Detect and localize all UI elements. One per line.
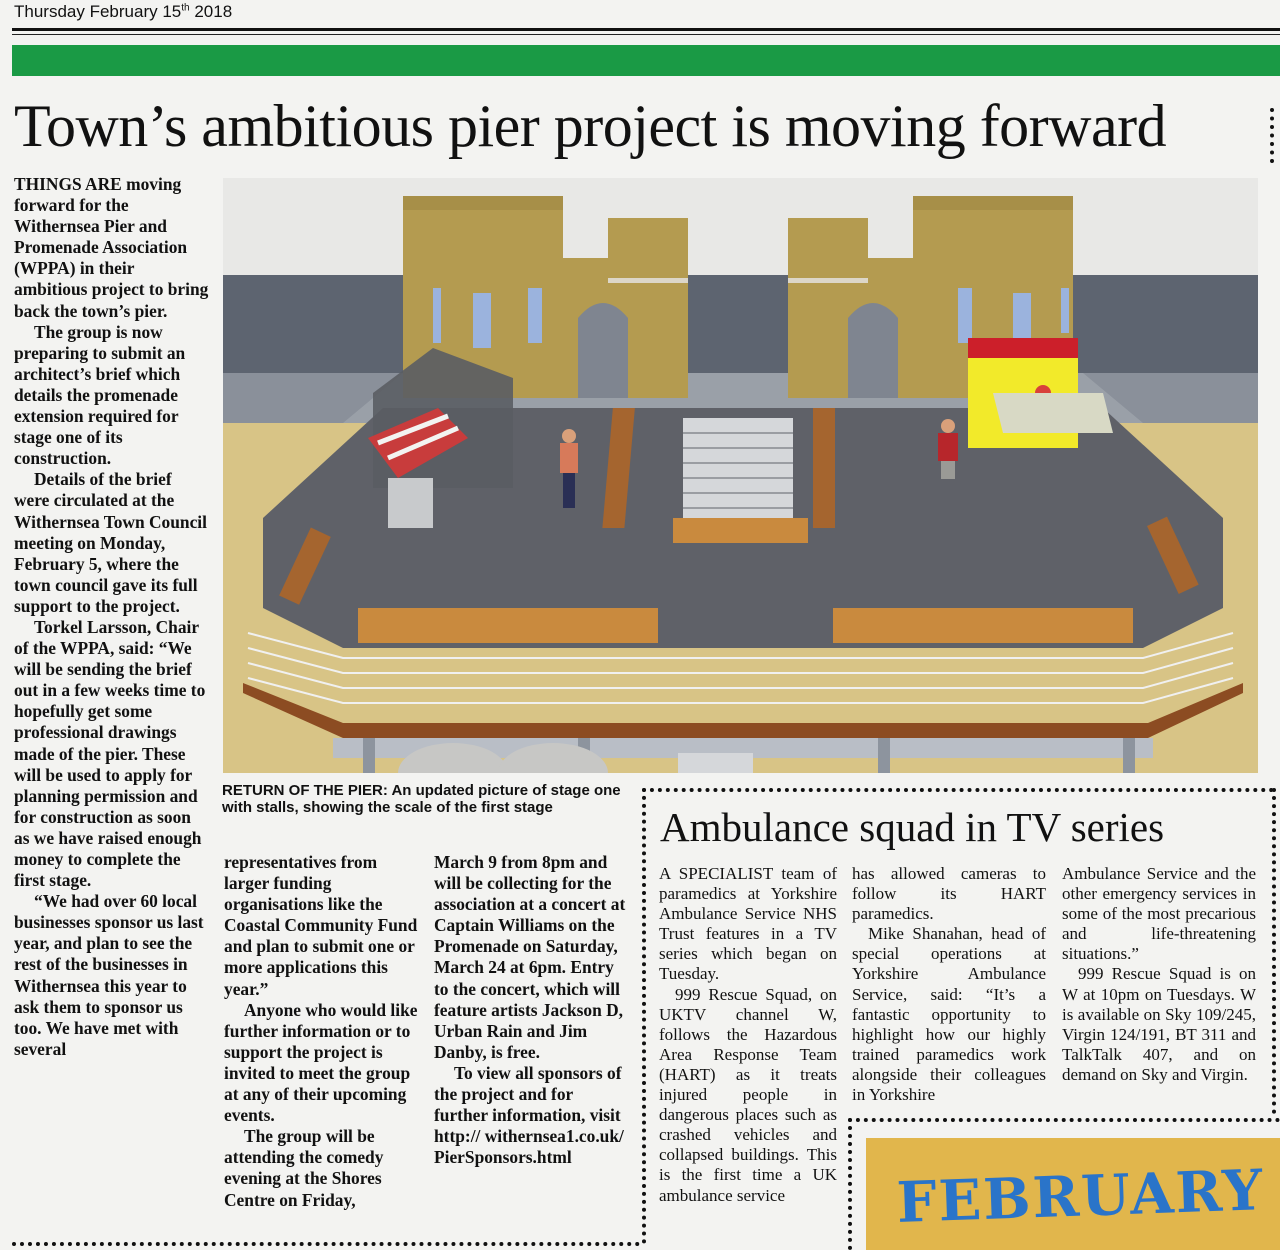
paragraph: March 9 from 8pm and will be collecting for the association at a concert at Captain Williams on the Promenade on Saturday, March 24 at 6pm. Entry to the concert, which will feature artists Jackson D, Urban Rain and Jim Danby, is free. xyxy=(434,852,626,1062)
right-dotted-border-top xyxy=(1270,108,1274,163)
ambulance-box-right-border xyxy=(1272,788,1276,1114)
main-headline: Town’s ambitious pier project is moving forward xyxy=(14,93,1167,159)
pier-rendering-image xyxy=(223,178,1258,773)
paragraph: A SPECIALIST team of paramedics at Yorkshire Ambulance Service NHS Trust features in a TV series which began on Tuesday. xyxy=(659,864,837,984)
promo-title: FEBRUARY xyxy=(895,1157,1266,1236)
secondary-article-column-2 xyxy=(852,864,1046,1105)
paragraph: “We had over 60 local businesses sponsor us last year, and plan to see the rest of the businesses in Withernsea this year to ask them to sponsor us too. We have met with several xyxy=(14,891,204,1059)
secondary-article-column-1 xyxy=(659,864,837,1206)
promo-box-left-border xyxy=(848,1118,852,1250)
secondary-article-column-3 xyxy=(1062,864,1256,1085)
paragraph: Details of the brief were circulated at the Withernsea Town Council meeting on Monday, February 5, where the town council gave its full support to the project. xyxy=(14,469,207,616)
paragraph: representatives from larger funding organisations like the Coastal Community Fund and plan to submit one or more applications this year.” xyxy=(224,852,418,999)
paragraph: Torkel Larsson, Chair of the WPPA, said: “We will be sending the brief out in a few weeks time to hopefully get some professional drawings made of the pier. These will be used to apply for planning permission and for construction as soon as we have raised enough money to complete the first stage. xyxy=(14,616,206,891)
paragraph: 999 Rescue Squad is on W at 10pm on Tuesdays. W is available on Sky 109/245, Virgin 124/191, BT 311 and TalkTalk 407, and on demand on Sky and Virgin. xyxy=(1062,964,1256,1084)
paragraph: Ambulance Service and the other emergency services in some of the most precarious and life-threatening situations.” xyxy=(1062,864,1256,964)
masthead-rule xyxy=(12,28,1280,31)
main-article-bottom-border xyxy=(12,1242,640,1246)
ambulance-box-top-border xyxy=(642,788,1274,792)
paragraph: Mike Shanahan, head of special operations at Yorkshire Ambulance Service, said: “It’s a fantastic opportunity to highlight how our highly trained paramedics work alongside their colleagues in Yorkshire xyxy=(852,924,1046,1105)
paragraph: The group is now preparing to submit an architect’s brief which details the promenade extension required for stage one of its construction. xyxy=(14,321,186,469)
photo-caption: RETURN OF THE PIER: An updated picture of stage one with stalls, showing the scale of the first stage xyxy=(222,782,621,816)
paragraph: Anyone who would like further information or to support the project is invited to meet the group at any of their upcoming events. xyxy=(224,999,418,1126)
paragraph: The group will be attending the comedy evening at the Shores Centre on Friday, xyxy=(224,1126,384,1210)
paragraph: THINGS ARE moving forward for the Withernsea Pier and Promenade Association (WPPA) in their ambitious project to bring back the town’s pier. xyxy=(14,174,209,321)
masthead-rule-thin xyxy=(12,34,1280,35)
main-article-column-2 xyxy=(224,852,420,1211)
paragraph: To view all sponsors of the project and for further information, visit http:// withernsea1.co.uk/ PierSponsors.html xyxy=(434,1062,624,1168)
promo-box-top-border xyxy=(848,1118,1280,1122)
secondary-headline: Ambulance squad in TV series xyxy=(660,804,1165,850)
paragraph: has allowed cameras to follow its HART paramedics. xyxy=(852,864,1046,924)
main-article-column-1 xyxy=(14,174,210,1060)
main-article-column-3 xyxy=(434,852,630,1168)
ambulance-box-left-border xyxy=(642,788,646,1244)
paragraph: 999 Rescue Squad, on UKTV channel W, follows the Hazardous Area Response Team (HART) as it treats injured people in dangerous places such as crashed vehicles and collapsed buildings. This is the first time a UK ambulance service xyxy=(659,984,837,1205)
february-promo-box xyxy=(866,1138,1280,1250)
issue-date: Thursday February 15th 2018 xyxy=(14,2,233,21)
section-color-bar xyxy=(12,45,1280,76)
